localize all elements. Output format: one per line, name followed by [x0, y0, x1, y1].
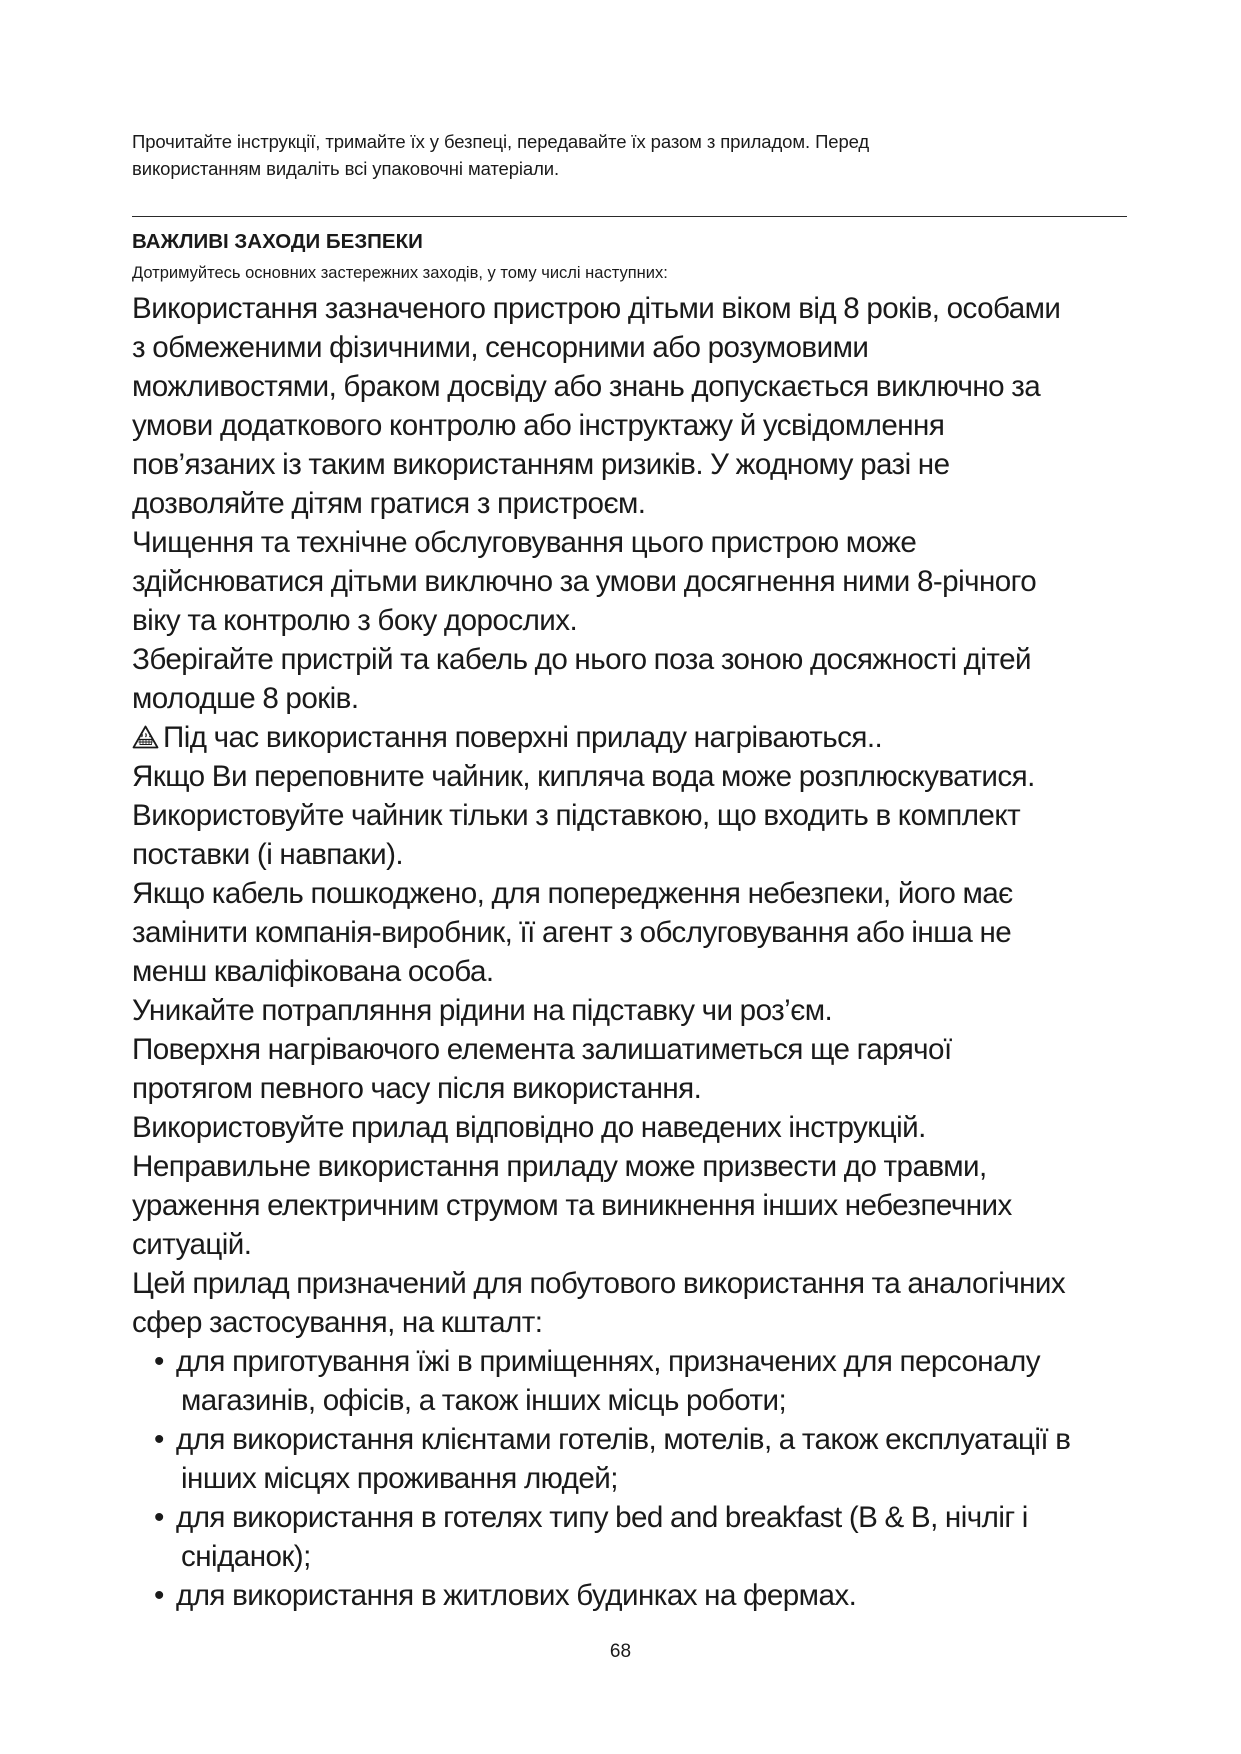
text-line: Якщо Ви переповните чайник, кипляча вода може розплюскуватися. [132, 760, 1035, 793]
paragraph-overfill [132, 757, 1127, 796]
text-line: Використовуйте прилад відповідно до наведених інструкцій. [132, 1111, 926, 1144]
text-line: з обмеженими фізичними, сенсорними або розумовими [132, 331, 869, 364]
text-line: протягом певного часу після використання. [132, 1072, 702, 1105]
text-line: ситуацій. [132, 1228, 252, 1261]
text-line: Уникайте потрапляння рідини на підставку чи роз’єм. [132, 994, 833, 1027]
text-line: для використання клієнтами готелів, мотелів, а також експлуатації в [176, 1423, 1071, 1456]
text-line: поставки (і навпаки). [132, 838, 404, 871]
bullet-icon: • [154, 1579, 164, 1612]
text-line: молодше 8 років. [132, 682, 359, 715]
bullet-icon: • [154, 1501, 164, 1534]
paragraph-damaged-cable [132, 874, 1127, 991]
paragraph-cleaning [132, 523, 1127, 640]
paragraph-liquid [132, 991, 1127, 1030]
paragraph-hot-surface [132, 718, 1127, 757]
text-line: сфер застосування, на кшталт: [132, 1306, 543, 1339]
text-line: віку та контролю з боку дорослих. [132, 604, 578, 637]
section-divider [132, 216, 1127, 217]
text-line: здійснюватися дітьми виключно за умови досягнення ними 8-річного [132, 565, 1037, 598]
list-item [132, 1342, 1127, 1420]
text-line: менш кваліфікована особа. [132, 955, 494, 988]
paragraph-children-use [132, 289, 1127, 523]
text-line: магазинів, офісів, а також інших місць роботи; [181, 1384, 787, 1417]
paragraph-heating-element [132, 1030, 1127, 1108]
list-item [132, 1498, 1127, 1576]
text-line: для використання в житлових будинках на фермах. [176, 1579, 857, 1612]
intro-line: використанням видаліть всі упаковочні матеріали. [132, 158, 560, 179]
text-line: умови додаткового контролю або інструктажу й усвідомлення [132, 409, 945, 442]
text-line: Неправильне використання приладу може призвести до травми, [132, 1150, 987, 1183]
text-line: Поверхня нагріваючого елемента залишатиметься ще гарячої [132, 1033, 952, 1066]
text-line: Використання зазначеного пристрою дітьми віком від 8 років, особами [132, 292, 1061, 325]
list-item [132, 1576, 1127, 1615]
hot-surface-warning-icon [132, 725, 159, 749]
paragraph-household-use [132, 1264, 1127, 1342]
text-line: можливостями, браком досвіду або знань допускається виключно за [132, 370, 1041, 403]
list-item [132, 1420, 1127, 1498]
text-line: інших місцях проживання людей; [181, 1462, 618, 1495]
intro-line: Прочитайте інструкції, тримайте їх у безпеці, передавайте їх разом з приладом. Перед [132, 131, 870, 152]
text-line: замінити компанія-виробник, її агент з обслуговування або інша не [132, 916, 1012, 949]
section-title: ВАЖЛИВІ ЗАХОДИ БЕЗПЕКИ [132, 230, 423, 253]
paragraph-follow-instructions [132, 1108, 1127, 1147]
page-number: 68 [609, 1641, 632, 1662]
bullet-icon: • [154, 1345, 164, 1378]
text-line: для приготування їжі в приміщеннях, призначених для персоналу [176, 1345, 1040, 1378]
bullet-icon: • [154, 1423, 164, 1456]
section-subtitle: Дотримуйтесь основних застережних заходів, у тому числі наступних: [132, 264, 668, 282]
intro-text [132, 128, 1127, 182]
text-line: Використовуйте чайник тільки з підставкою, що входить в комплект [132, 799, 1021, 832]
document-page [132, 128, 1127, 1615]
text-line: сніданок); [181, 1540, 311, 1573]
text-line: Чищення та технічне обслуговування цього пристрою може [132, 526, 917, 559]
text-line: Якщо кабель пошкоджено, для попередження небезпеки, його має [132, 877, 1013, 910]
text-line: для використання в готелях типу bed and breakfast (B & B, нічліг і [176, 1501, 1028, 1534]
paragraph-storage [132, 640, 1127, 718]
text-line: Під час використання поверхні приладу нагріваються.. [163, 721, 883, 754]
paragraph-base [132, 796, 1127, 874]
text-line: Зберігайте пристрій та кабель до нього поза зоною досяжності дітей [132, 643, 1031, 676]
safety-instructions [132, 289, 1127, 1615]
paragraph-misuse [132, 1147, 1127, 1264]
text-line: пов’язаних із таким використанням ризиків. У жодному разі не [132, 448, 950, 481]
usage-list [132, 1342, 1127, 1615]
text-line: ураження електричним струмом та виникнення інших небезпечних [132, 1189, 1012, 1222]
text-line: Цей прилад призначений для побутового використання та аналогічних [132, 1267, 1066, 1300]
text-line: дозволяйте дітям гратися з пристроєм. [132, 487, 646, 520]
